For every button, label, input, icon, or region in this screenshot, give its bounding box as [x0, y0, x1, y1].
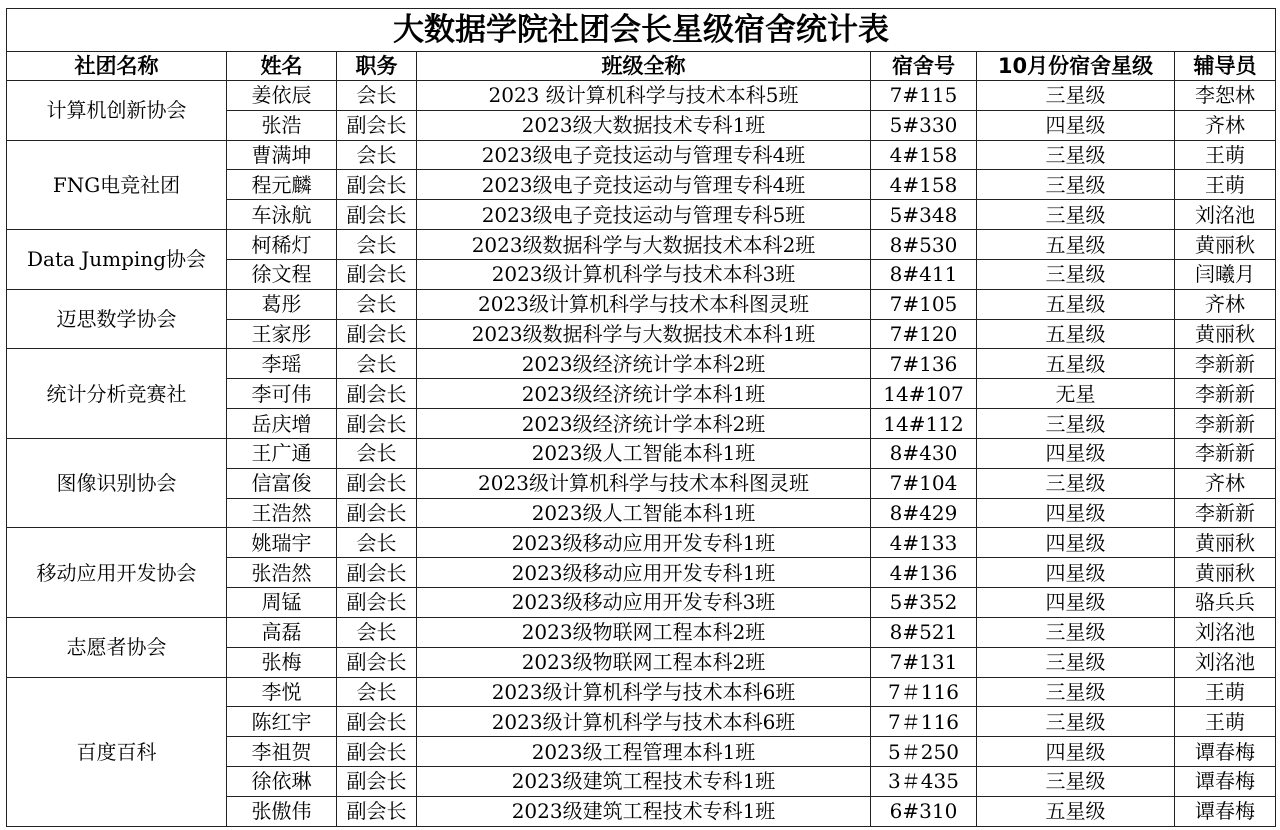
member-counselor: 王萌 [1175, 677, 1276, 707]
dorm-statistics-table [6, 8, 1276, 827]
member-role: 会长 [337, 528, 417, 558]
header-dorm: 宿舍号 [871, 52, 977, 81]
member-counselor: 黄丽秋 [1175, 528, 1276, 558]
member-role: 副会长 [337, 647, 417, 677]
member-name: 王广通 [227, 438, 337, 468]
member-role: 副会长 [337, 379, 417, 409]
header-counselor: 辅导员 [1175, 52, 1276, 81]
member-class: 2023级建筑工程技术专科1班 [417, 796, 871, 826]
header-row [7, 52, 1276, 81]
table-row [7, 140, 1276, 170]
member-counselor: 李新新 [1175, 409, 1276, 439]
member-class: 2023级计算机科学与技术本科图灵班 [417, 289, 871, 319]
member-star-rating: 五星级 [977, 319, 1175, 349]
member-name: 王浩然 [227, 498, 337, 528]
member-counselor: 刘洺池 [1175, 617, 1276, 647]
member-counselor: 刘洺池 [1175, 200, 1276, 230]
member-star-rating: 四星级 [977, 438, 1175, 468]
member-star-rating: 三星级 [977, 617, 1175, 647]
member-role: 副会长 [337, 498, 417, 528]
member-class: 2023级物联网工程本科2班 [417, 647, 871, 677]
member-name: 姚瑞宇 [227, 528, 337, 558]
member-counselor: 王萌 [1175, 140, 1276, 170]
member-dorm: 14#107 [871, 379, 977, 409]
member-class: 2023级电子竞技运动与管理专科4班 [417, 170, 871, 200]
member-class: 2023级建筑工程技术专科1班 [417, 767, 871, 797]
member-counselor: 李新新 [1175, 349, 1276, 379]
member-star-rating: 五星级 [977, 349, 1175, 379]
member-name: 张傲伟 [227, 796, 337, 826]
member-counselor: 齐林 [1175, 110, 1276, 140]
member-star-rating: 四星级 [977, 588, 1175, 618]
member-star-rating: 无星 [977, 379, 1175, 409]
table-row [7, 349, 1276, 379]
member-star-rating: 五星级 [977, 796, 1175, 826]
member-role: 副会长 [337, 767, 417, 797]
member-star-rating: 三星级 [977, 140, 1175, 170]
member-name: 陈红宇 [227, 707, 337, 737]
member-dorm: 7#115 [871, 81, 977, 111]
member-role: 副会长 [337, 259, 417, 289]
member-class: 2023级移动应用开发专科1班 [417, 528, 871, 558]
member-star-rating: 三星级 [977, 170, 1175, 200]
member-star-rating: 五星级 [977, 289, 1175, 319]
member-dorm: 4#136 [871, 558, 977, 588]
member-counselor: 王萌 [1175, 170, 1276, 200]
member-dorm: 7#104 [871, 468, 977, 498]
table-row [7, 677, 1276, 707]
member-star-rating: 三星级 [977, 81, 1175, 111]
member-counselor: 齐林 [1175, 289, 1276, 319]
club-name-cell: 计算机创新协会 [7, 81, 227, 141]
member-star-rating: 三星级 [977, 468, 1175, 498]
member-dorm: 7#105 [871, 289, 977, 319]
header-star: 10月份宿舍星级 [977, 52, 1175, 81]
member-counselor: 李新新 [1175, 498, 1276, 528]
member-counselor: 李新新 [1175, 438, 1276, 468]
member-counselor: 黄丽秋 [1175, 558, 1276, 588]
member-role: 副会长 [337, 558, 417, 588]
member-role: 副会长 [337, 588, 417, 618]
member-name: 高磊 [227, 617, 337, 647]
member-name: 姜依辰 [227, 81, 337, 111]
member-dorm: 8#430 [871, 438, 977, 468]
member-role: 会长 [337, 81, 417, 111]
member-class: 2023级经济统计学本科2班 [417, 349, 871, 379]
member-role: 会长 [337, 289, 417, 319]
member-counselor: 李恕林 [1175, 81, 1276, 111]
member-star-rating: 四星级 [977, 110, 1175, 140]
member-dorm: 14#112 [871, 409, 977, 439]
member-counselor: 黄丽秋 [1175, 319, 1276, 349]
member-star-rating: 三星级 [977, 677, 1175, 707]
member-name: 周锰 [227, 588, 337, 618]
club-name-cell: 统计分析竞赛社 [7, 349, 227, 438]
member-class: 2023级经济统计学本科1班 [417, 379, 871, 409]
member-counselor: 刘洺池 [1175, 647, 1276, 677]
member-counselor: 谭春梅 [1175, 737, 1276, 767]
table-row [7, 289, 1276, 319]
member-name: 徐文程 [227, 259, 337, 289]
member-star-rating: 五星级 [977, 230, 1175, 260]
member-class: 2023级人工智能本科1班 [417, 498, 871, 528]
member-dorm: 5#352 [871, 588, 977, 618]
member-role: 副会长 [337, 796, 417, 826]
member-name: 葛彤 [227, 289, 337, 319]
member-name: 岳庆增 [227, 409, 337, 439]
member-star-rating: 四星级 [977, 737, 1175, 767]
member-role: 副会长 [337, 319, 417, 349]
member-class: 2023级经济统计学本科2班 [417, 409, 871, 439]
table-row [7, 230, 1276, 260]
member-name: 信富俊 [227, 468, 337, 498]
member-counselor: 李新新 [1175, 379, 1276, 409]
member-dorm: 7#131 [871, 647, 977, 677]
table-row [7, 617, 1276, 647]
club-name-cell: 百度百科 [7, 677, 227, 826]
member-dorm: 4#158 [871, 140, 977, 170]
member-counselor: 闫曦月 [1175, 259, 1276, 289]
member-dorm: 7#136 [871, 349, 977, 379]
table-body [7, 81, 1276, 827]
member-dorm: 4#133 [871, 528, 977, 558]
member-dorm: 8#411 [871, 259, 977, 289]
member-counselor: 谭春梅 [1175, 796, 1276, 826]
member-star-rating: 四星级 [977, 498, 1175, 528]
member-class: 2023级大数据技术专科1班 [417, 110, 871, 140]
member-class: 2023级计算机科学与技术本科图灵班 [417, 468, 871, 498]
member-class: 2023级人工智能本科1班 [417, 438, 871, 468]
member-class: 2023级电子竞技运动与管理专科5班 [417, 200, 871, 230]
member-role: 会长 [337, 349, 417, 379]
member-class: 2023 级计算机科学与技术本科5班 [417, 81, 871, 111]
member-name: 王家彤 [227, 319, 337, 349]
member-counselor: 王萌 [1175, 707, 1276, 737]
member-role: 会长 [337, 617, 417, 647]
club-name-cell: 迈思数学协会 [7, 289, 227, 349]
member-dorm: 7＃116 [871, 707, 977, 737]
member-dorm: 3＃435 [871, 767, 977, 797]
member-role: 副会长 [337, 200, 417, 230]
club-name-cell: Data Jumping协会 [7, 230, 227, 290]
member-name: 张梅 [227, 647, 337, 677]
member-class: 2023级物联网工程本科2班 [417, 617, 871, 647]
club-name-cell: 移动应用开发协会 [7, 528, 227, 617]
member-counselor: 黄丽秋 [1175, 230, 1276, 260]
header-club: 社团名称 [7, 52, 227, 81]
member-dorm: 5#330 [871, 110, 977, 140]
member-role: 会长 [337, 140, 417, 170]
member-role: 副会长 [337, 409, 417, 439]
member-name: 程元麟 [227, 170, 337, 200]
member-name: 张浩 [227, 110, 337, 140]
header-role: 职务 [337, 52, 417, 81]
sheet-title: 大数据学院社团会长星级宿舍统计表 [7, 9, 1276, 52]
table-row [7, 81, 1276, 111]
member-name: 车泳航 [227, 200, 337, 230]
member-star-rating: 三星级 [977, 707, 1175, 737]
member-role: 会长 [337, 677, 417, 707]
member-class: 2023级数据科学与大数据技术本科1班 [417, 319, 871, 349]
club-name-cell: 图像识别协会 [7, 438, 227, 527]
member-name: 张浩然 [227, 558, 337, 588]
member-counselor: 骆兵兵 [1175, 588, 1276, 618]
member-class: 2023级移动应用开发专科1班 [417, 558, 871, 588]
member-dorm: 6#310 [871, 796, 977, 826]
member-star-rating: 四星级 [977, 558, 1175, 588]
member-class: 2023级数据科学与大数据技术本科2班 [417, 230, 871, 260]
member-dorm: 8#530 [871, 230, 977, 260]
member-star-rating: 四星级 [977, 528, 1175, 558]
header-name: 姓名 [227, 52, 337, 81]
member-star-rating: 三星级 [977, 409, 1175, 439]
member-role: 会长 [337, 438, 417, 468]
member-class: 2023级计算机科学与技术本科6班 [417, 677, 871, 707]
member-dorm: 4#158 [871, 170, 977, 200]
member-class: 2023级电子竞技运动与管理专科4班 [417, 140, 871, 170]
member-dorm: 5＃250 [871, 737, 977, 767]
table-row [7, 438, 1276, 468]
member-name: 李祖贺 [227, 737, 337, 767]
member-name: 柯稀灯 [227, 230, 337, 260]
member-name: 李悦 [227, 677, 337, 707]
member-star-rating: 三星级 [977, 259, 1175, 289]
member-role: 会长 [337, 230, 417, 260]
member-name: 徐依琳 [227, 767, 337, 797]
member-role: 副会长 [337, 737, 417, 767]
member-role: 副会长 [337, 110, 417, 140]
club-name-cell: FNG电竞社团 [7, 140, 227, 229]
member-role: 副会长 [337, 170, 417, 200]
member-class: 2023级移动应用开发专科3班 [417, 588, 871, 618]
member-role: 副会长 [337, 468, 417, 498]
member-class: 2023级工程管理本科1班 [417, 737, 871, 767]
member-role: 副会长 [337, 707, 417, 737]
member-dorm: 8#521 [871, 617, 977, 647]
member-star-rating: 三星级 [977, 647, 1175, 677]
member-dorm: 7＃116 [871, 677, 977, 707]
member-name: 李可伟 [227, 379, 337, 409]
member-class: 2023级计算机科学与技术本科6班 [417, 707, 871, 737]
member-counselor: 谭春梅 [1175, 767, 1276, 797]
member-name: 李瑶 [227, 349, 337, 379]
table-row [7, 528, 1276, 558]
member-dorm: 8#429 [871, 498, 977, 528]
member-counselor: 齐林 [1175, 468, 1276, 498]
member-dorm: 7#120 [871, 319, 977, 349]
club-name-cell: 志愿者协会 [7, 617, 227, 677]
member-star-rating: 三星级 [977, 200, 1175, 230]
member-dorm: 5#348 [871, 200, 977, 230]
member-name: 曹满坤 [227, 140, 337, 170]
member-class: 2023级计算机科学与技术本科3班 [417, 259, 871, 289]
header-class: 班级全称 [417, 52, 871, 81]
member-star-rating: 三星级 [977, 767, 1175, 797]
